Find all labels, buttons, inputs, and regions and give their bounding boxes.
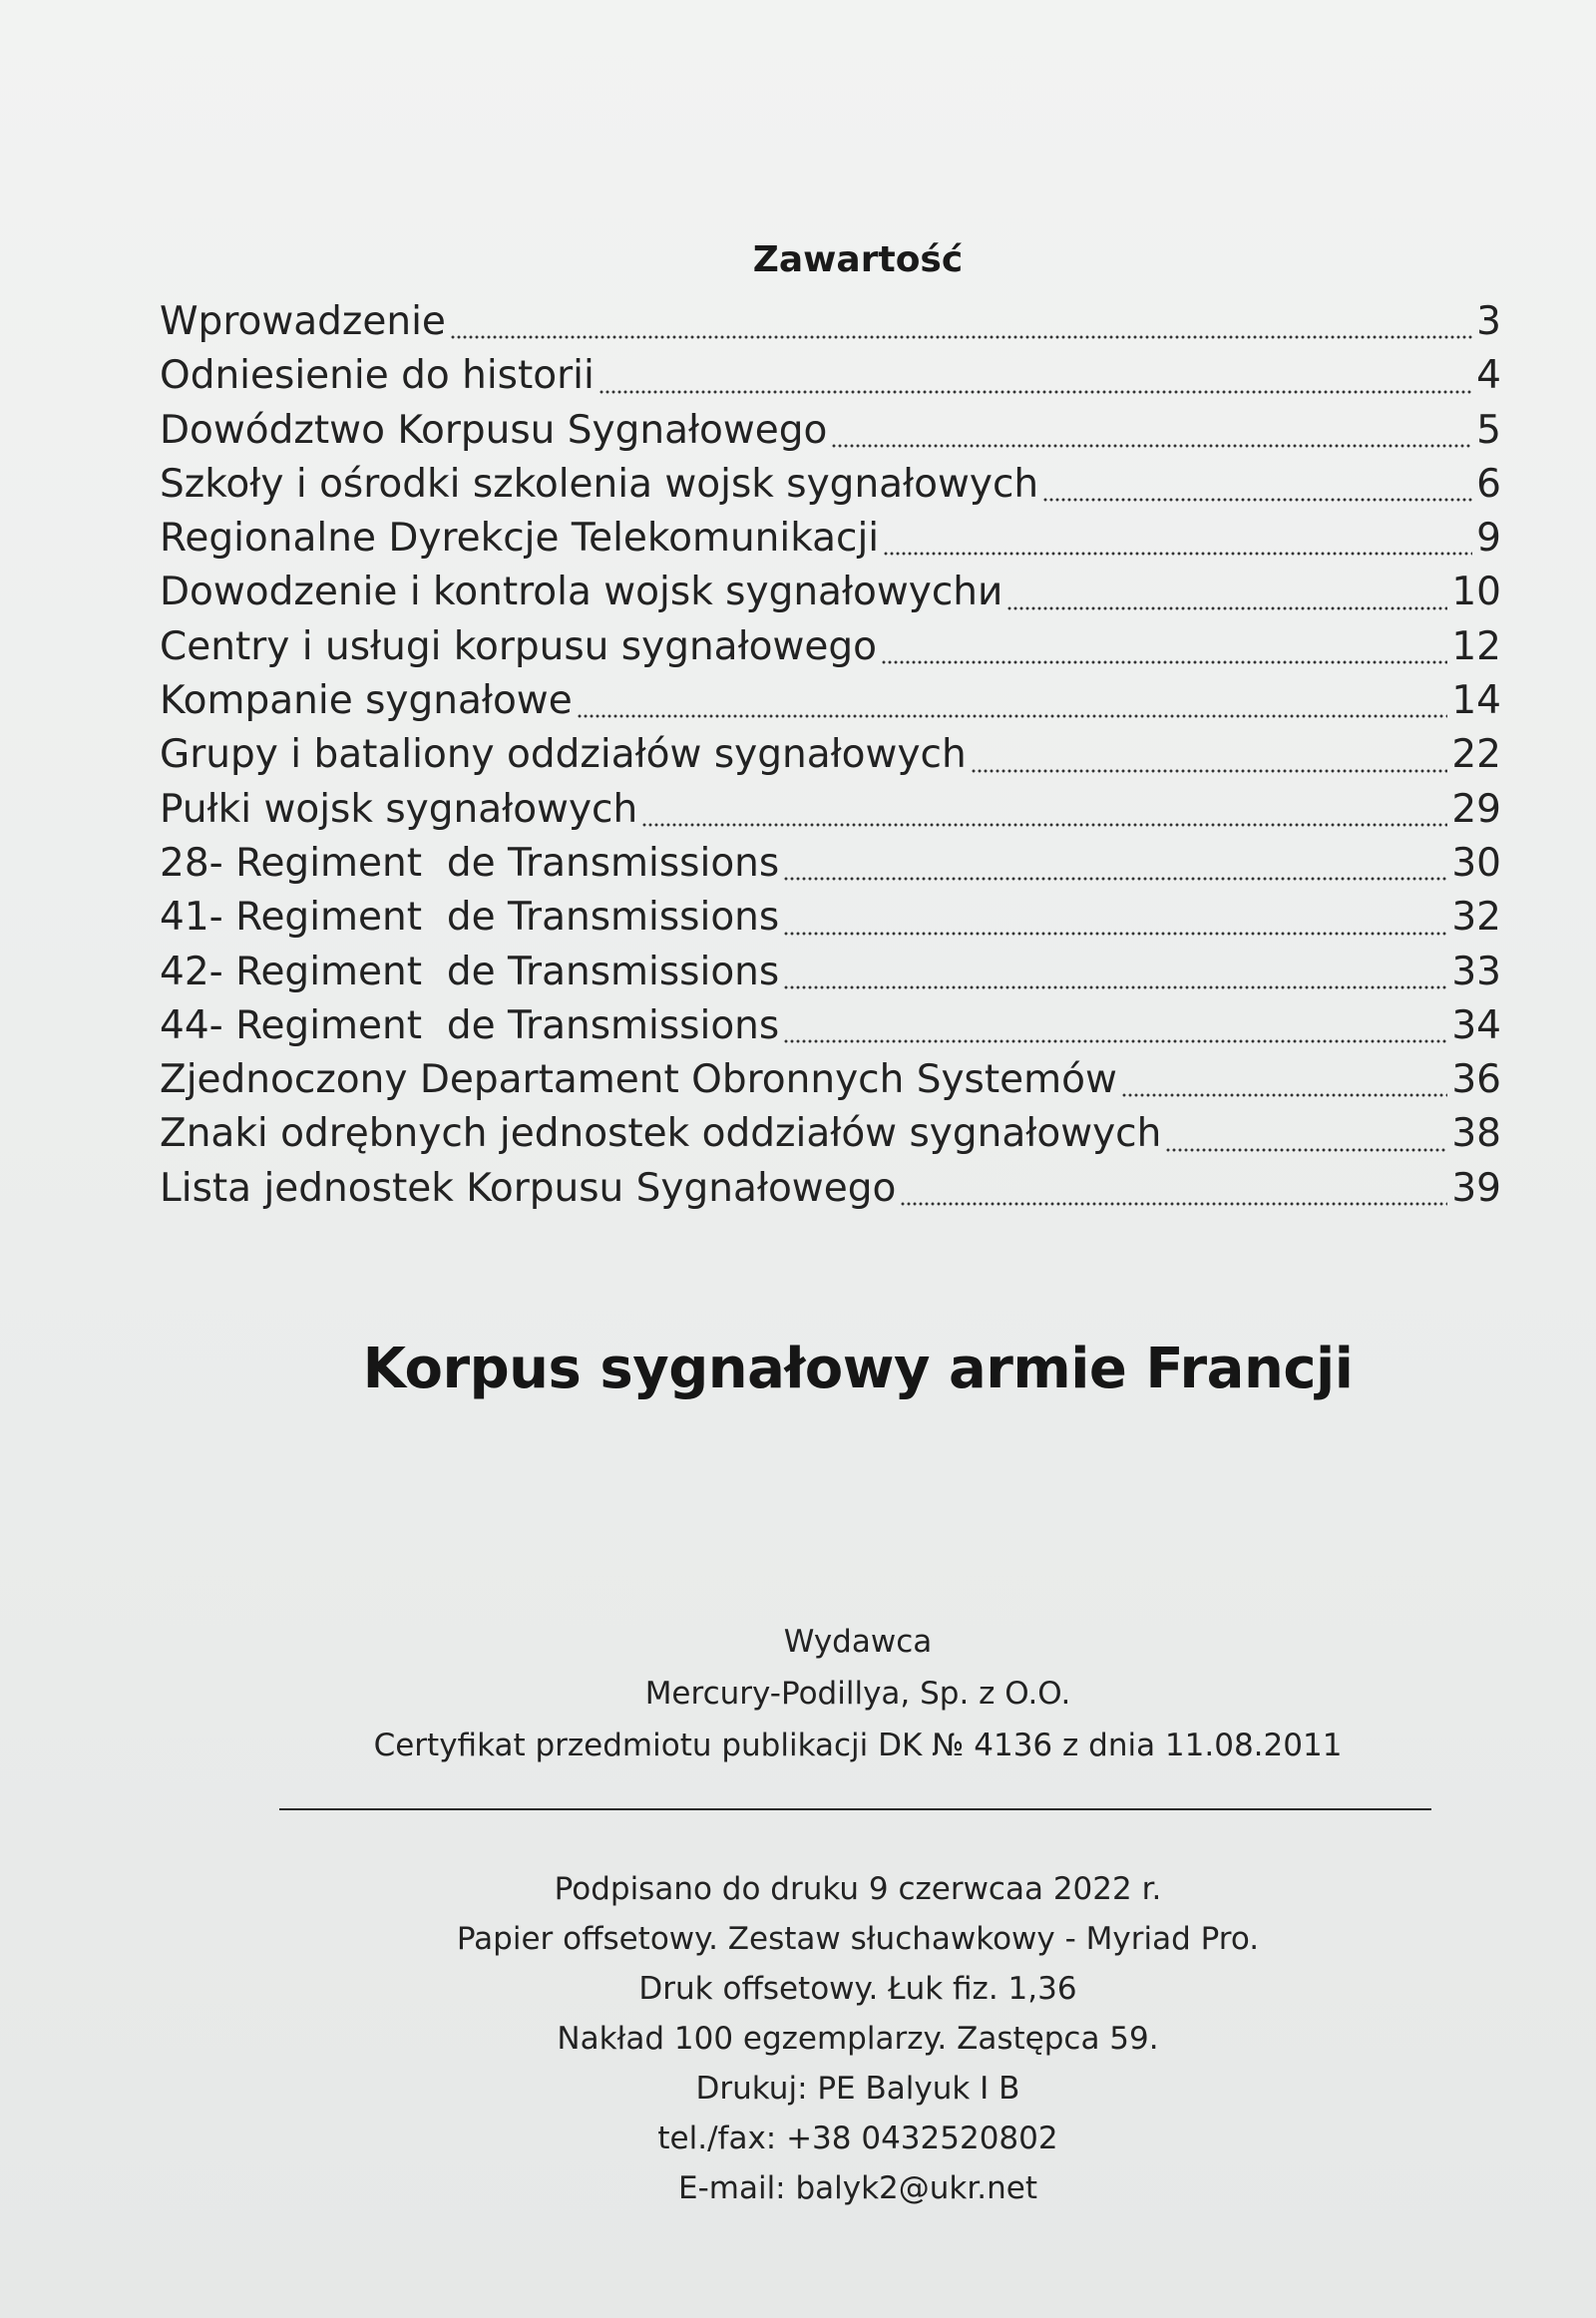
dot-leader [1006, 604, 1447, 612]
dot-leader [577, 712, 1448, 720]
toc-entry-page: 34 [1451, 1002, 1501, 1048]
toc-title: Zawartość [752, 239, 964, 280]
toc-entry [160, 1057, 1501, 1111]
dot-leader [881, 658, 1447, 666]
toc-entry [160, 353, 1501, 407]
toc-entry-title: Lista jednostek Korpusu Sygnałowego [160, 1165, 897, 1211]
toc-entry [160, 787, 1501, 841]
print-info-line: Nakład 100 egzemplarzy. Zastępca 59. [557, 2021, 1159, 2057]
toc-entry-page: 38 [1451, 1111, 1501, 1157]
toc-entry [160, 299, 1501, 353]
toc-entry-title: 44- Regiment de Transmissions [160, 1002, 780, 1048]
toc-entry-title: Odniesienie do historii [160, 353, 595, 399]
dot-leader [1042, 496, 1472, 504]
dot-leader [641, 821, 1447, 829]
toc-entry-page: 6 [1476, 461, 1501, 507]
table-of-contents [160, 299, 1501, 1220]
toc-entry-page: 14 [1451, 678, 1501, 724]
dot-leader [783, 875, 1447, 883]
print-info-line: Podpisano do druku 9 czerwcaa 2022 r. [554, 1871, 1162, 1907]
toc-entry-title: Znaki odrębnych jednostek oddziałów sygnałowych [160, 1111, 1162, 1157]
toc-entry [160, 895, 1501, 949]
toc-entry-page: 30 [1451, 840, 1501, 886]
publication-certificate: Certyfikat przedmiotu publikacji DK № 4136 z dnia 11.08.2011 [373, 1728, 1343, 1763]
toc-entry [160, 570, 1501, 623]
dot-leader [783, 1037, 1447, 1045]
printer-email: E-mail: balyk2@ukr.net [677, 2170, 1038, 2206]
dot-leader [783, 983, 1447, 991]
dot-leader [450, 333, 1472, 341]
dot-leader [598, 388, 1472, 396]
toc-entry-page: 5 [1476, 407, 1501, 453]
dot-leader [1165, 1146, 1447, 1154]
toc-entry-title: Dowodzenie i kontrola wojsk sygnałowychи [160, 570, 1003, 615]
toc-entry-title: Grupy i bataliony oddziałów sygnałowych [160, 732, 967, 778]
toc-entry-page: 10 [1451, 570, 1501, 615]
toc-entry-page: 36 [1451, 1057, 1501, 1103]
print-info-line: Druk offsetowy. Łuk fiz. 1,36 [638, 1971, 1077, 2007]
toc-entry-page: 33 [1451, 949, 1501, 994]
divider-line [279, 1808, 1431, 1810]
toc-entry-title: Pułki wojsk sygnałowych [160, 786, 638, 832]
dot-leader [900, 1200, 1447, 1208]
toc-entry-page: 29 [1451, 786, 1501, 832]
toc-entry-title: Zjednoczony Departament Obronnych Systemów [160, 1057, 1117, 1103]
toc-entry-title: Dowództwo Korpusu Sygnałowego [160, 407, 828, 453]
dot-leader [831, 442, 1472, 450]
dot-leader [783, 930, 1447, 938]
toc-entry [160, 1166, 1501, 1220]
toc-entry-title: Kompanie sygnałowe [160, 678, 573, 724]
toc-entry-title: Centry i usługi korpusu sygnałowego [160, 623, 878, 669]
toc-entry [160, 950, 1501, 1003]
publisher-label: Wydawca [783, 1624, 933, 1660]
toc-entry [160, 732, 1501, 786]
toc-entry-page: 22 [1451, 732, 1501, 778]
toc-entry [160, 624, 1501, 678]
toc-entry [160, 1111, 1501, 1165]
toc-entry-title: 42- Regiment de Transmissions [160, 949, 780, 994]
toc-entry-page: 12 [1451, 623, 1501, 669]
toc-entry-page: 32 [1451, 895, 1501, 941]
toc-entry-page: 39 [1451, 1165, 1501, 1211]
printer-name: Drukuj: PE Balyuk I B [695, 2071, 1020, 2107]
toc-entry-title: Regionalne Dyrekcje Telekomunikacji [160, 516, 880, 562]
toc-entry [160, 462, 1501, 516]
toc-entry-page: 3 [1476, 299, 1501, 344]
toc-entry-title: 28- Regiment de Transmissions [160, 840, 780, 886]
toc-entry-page: 9 [1476, 516, 1501, 562]
toc-entry-page: 4 [1476, 353, 1501, 399]
dot-leader [883, 550, 1472, 558]
toc-entry [160, 516, 1501, 570]
book-title: Korpus sygnałowy armie Francji [362, 1337, 1354, 1401]
toc-entry [160, 1003, 1501, 1057]
printer-phone: tel./fax: +38 0432520802 [657, 2121, 1058, 2156]
toc-entry [160, 841, 1501, 895]
dot-leader [971, 767, 1448, 775]
toc-entry [160, 678, 1501, 732]
publisher-name: Mercury-Podillya, Sp. z O.O. [644, 1676, 1071, 1712]
toc-entry-title: Szkoły i ośrodki szkolenia wojsk sygnałowych [160, 461, 1039, 507]
dot-leader [1121, 1091, 1447, 1099]
toc-entry-title: 41- Regiment de Transmissions [160, 895, 780, 941]
toc-entry [160, 408, 1501, 462]
print-info-line: Papier offsetowy. Zestaw słuchawkowy - Myriad Pro. [456, 1921, 1260, 1957]
toc-entry-title: Wprowadzenie [160, 299, 446, 344]
